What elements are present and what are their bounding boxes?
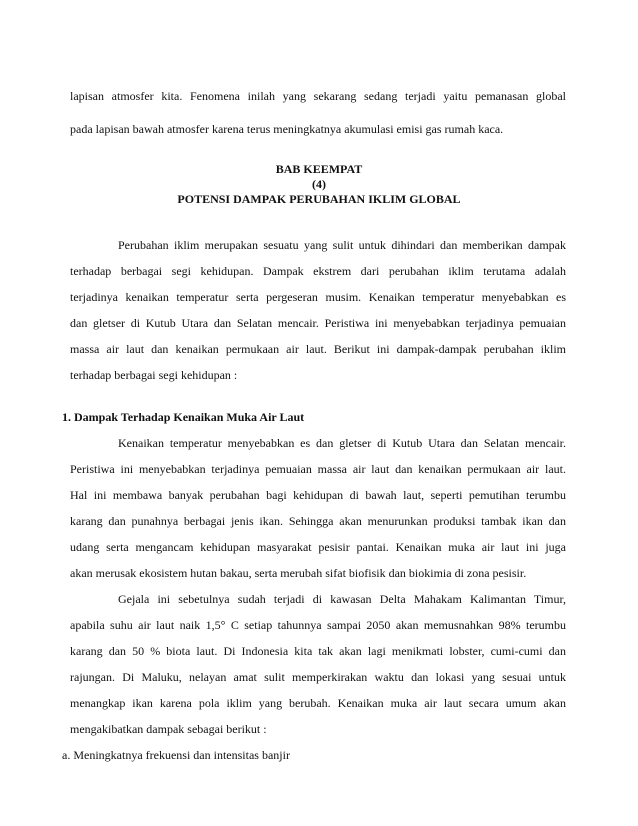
intro-line-2: pada lapisan bawah atmosfer karena terus meningkatnya akumulasi emisi gas rumah kaca. — [70, 122, 504, 136]
opening-line-5: massa air laut dan kenaikan permukaan air laut. Berikut ini dampak-dampak perubahan iklim — [70, 342, 566, 356]
chapter-number: (4) — [312, 177, 326, 191]
section-1-p2-line-6: mengakibatkan dampak sebagai berikut : — [70, 722, 267, 736]
section-1-p1-line-6: akan merusak ekosistem hutan bakau, serta merubah sifat biofisik dan biokimia di zona pesisir. — [70, 566, 527, 580]
section-1-p1-line-4: karang dan punahnya berbagai jenis ikan. Sehingga akan menurunkan produksi tambak ikan dan — [70, 514, 566, 528]
list-item-a: a. Meningkatnya frekuensi dan intensitas banjir — [62, 748, 290, 762]
section-1-p1-line-5: udang serta mengancam kehidupan masyarakat pesisir pantai. Kenaikan muka air laut ini juga — [70, 540, 566, 554]
section-1-p2-line-3: karang dan 50 % biota laut. Di Indonesia kita tak akan lagi menikmati lobster, cumi-cumi dan — [70, 644, 566, 658]
section-1-p2-line-5: menangkap ikan karena pola iklim yang berubah. Kenaikan muka air laut secara umum akan — [70, 696, 566, 710]
opening-line-4: dan gletser di Kutub Utara dan Selatan mencair. Peristiwa ini menyebabkan terjadinya pemuaian — [70, 316, 566, 330]
section-1-p1-line-1: Kenaikan temperatur menyebabkan es dan gletser di Kutub Utara dan Selatan mencair. — [118, 436, 566, 450]
opening-line-3: terjadinya kenaikan temperatur serta pergeseran musim. Kenaikan temperatur menyebabkan es — [70, 290, 566, 304]
section-1-p2-line-4: rajungan. Di Maluku, nelayan amat sulit memperkirakan waktu dan lokasi yang sesuai untuk — [70, 670, 566, 684]
intro-line-1: lapisan atmosfer kita. Fenomena inilah yang sekarang sedang terjadi yaitu pemanasan global — [70, 89, 566, 103]
opening-line-2: terhadap berbagai segi kehidupan. Dampak ekstrem dari perubahan iklim terutama adalah — [70, 264, 566, 278]
section-1-p1-line-3: Hal ini membawa banyak perubahan bagi kehidupan di bawah laut, seperti pemutihan terumbu — [70, 488, 566, 502]
section-1-p2-line-1: Gejala ini sebetulnya sudah terjadi di kawasan Delta Mahakam Kalimantan Timur, — [118, 592, 566, 606]
opening-line-1: Perubahan iklim merupakan sesuatu yang sulit untuk dihindari dan memberikan dampak — [118, 238, 566, 252]
chapter-subtitle: POTENSI DAMPAK PERUBAHAN IKLIM GLOBAL — [177, 192, 461, 206]
section-1-heading: 1. Dampak Terhadap Kenaikan Muka Air Laut — [62, 410, 305, 424]
opening-line-6: terhadap berbagai segi kehidupan : — [70, 368, 238, 382]
chapter-title: BAB KEEMPAT — [275, 162, 363, 176]
section-1-p2-line-2: apabila suhu air laut naik 1,5° C setiap tahunnya sampai 2050 akan memusnahkan 98% terumbu — [70, 618, 566, 632]
section-1-p1-line-2: Peristiwa ini menyebabkan terjadinya pemuaian massa air laut dan kenaikan permukaan air laut. — [70, 462, 566, 476]
